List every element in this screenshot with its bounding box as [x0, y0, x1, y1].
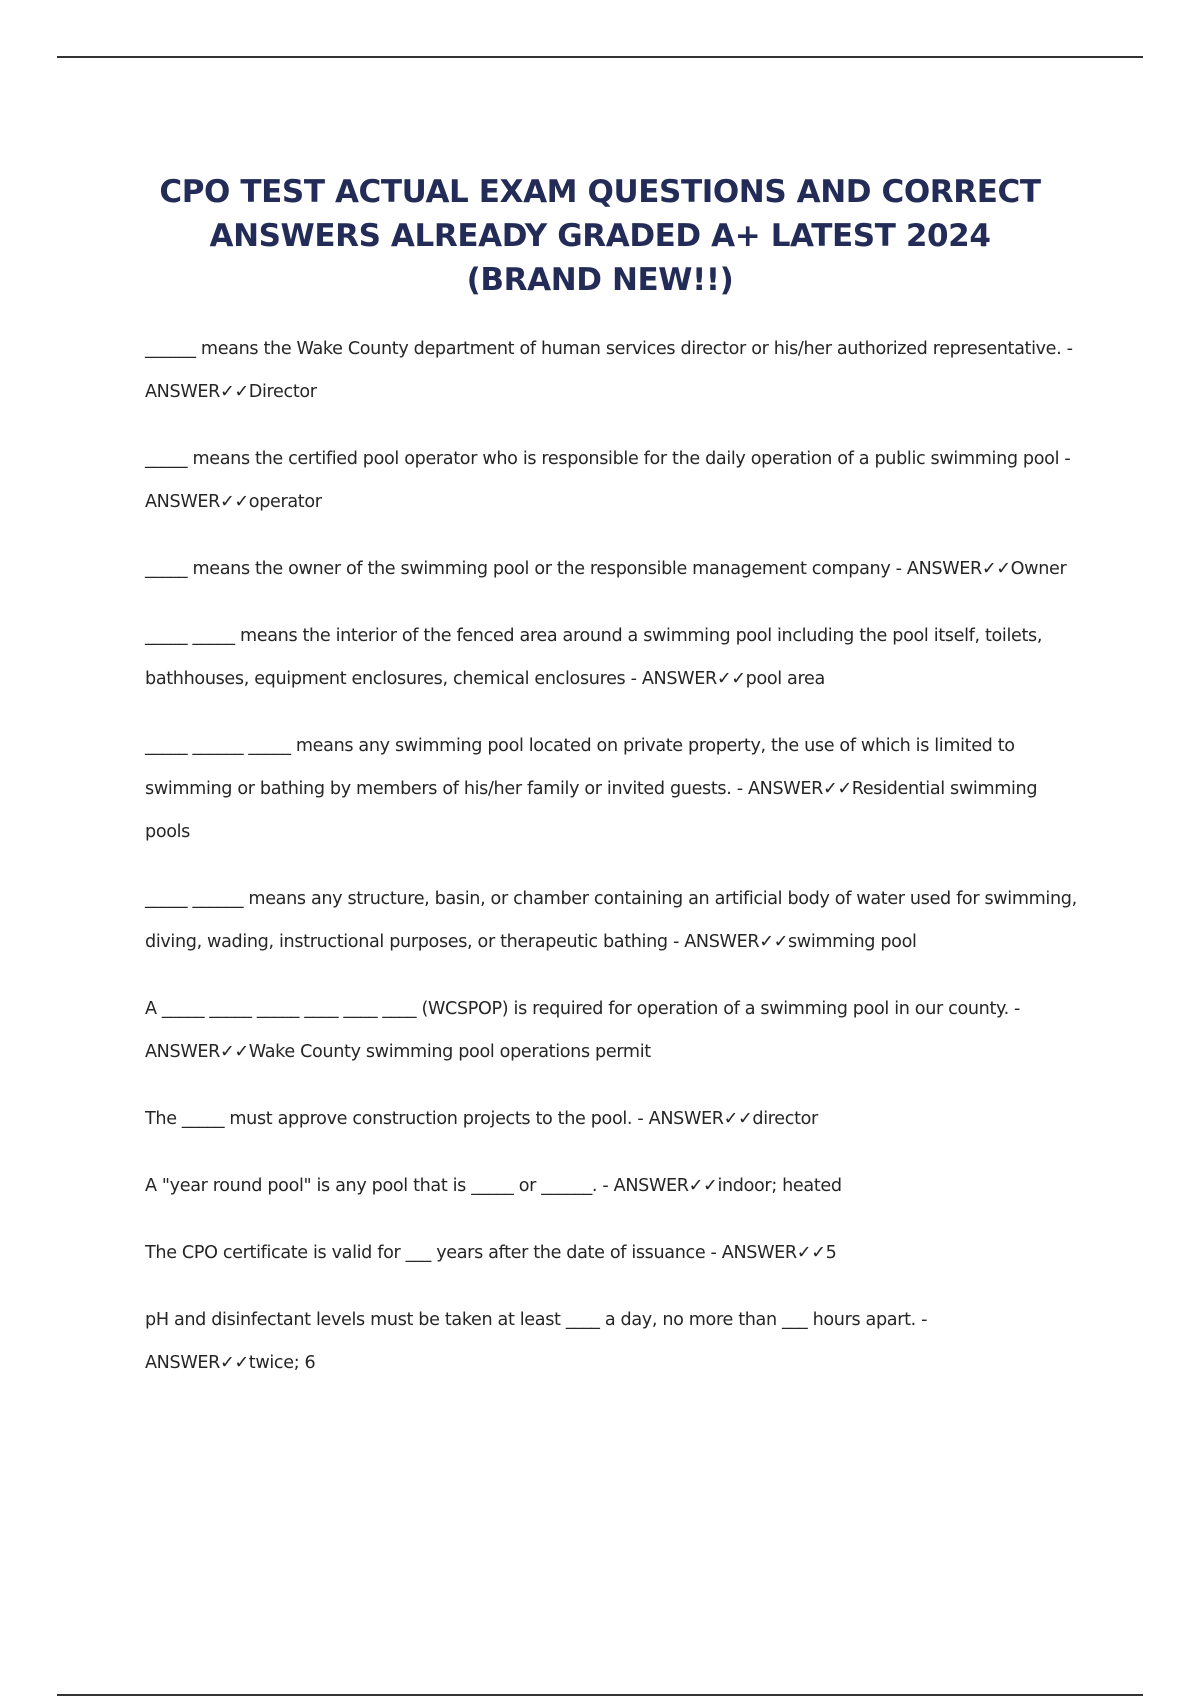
bottom-divider [57, 1694, 1143, 1696]
question-list [145, 328, 1085, 1409]
question-item: _____ _____ means the interior of the fenced area around a swimming pool including the pool itself, toilets, bathhouses, equipment enclosures, chemical enclosures - ANSWER✓✓pool area [145, 626, 1043, 689]
question-item: ______ means the Wake County department of human services director or his/her authorized representative. - ANSWER✓✓Director [145, 339, 1073, 402]
question-item: The CPO certificate is valid for ___ years after the date of issuance - ANSWER✓✓5 [145, 1243, 837, 1263]
question-item: pH and disinfectant levels must be taken at least ____ a day, no more than ___ hours apart. - ANSWER✓✓twice; 6 [145, 1310, 928, 1373]
question-item: _____ ______ means any structure, basin, or chamber containing an artificial body of water used for swimming, diving, wading, instructional purposes, or therapeutic bathing - ANSWER✓✓swimming pool [145, 889, 1077, 952]
question-item: _____ means the owner of the swimming pool or the responsible management company - ANSWER✓✓Owner [145, 559, 1067, 579]
question-item: A "year round pool" is any pool that is _____ or ______. - ANSWER✓✓indoor; heated [145, 1176, 842, 1196]
question-item: _____ ______ _____ means any swimming pool located on private property, the use of which is limited to swimming or bathing by members of his/her family or invited guests. - ANSWER✓✓Residential swimming pools [145, 736, 1038, 842]
document-title: CPO TEST ACTUAL EXAM QUESTIONS AND CORRECT ANSWERS ALREADY GRADED A+ LATEST 2024 (BRAND NEW!!) [159, 174, 1041, 298]
question-item: _____ means the certified pool operator who is responsible for the daily operation of a public swimming pool - ANSWER✓✓operator [145, 449, 1071, 512]
question-item: A _____ _____ _____ ____ ____ ____ (WCSPOP) is required for operation of a swimming pool in our county. - ANSWER✓✓Wake County swimming pool operations permit [145, 999, 1021, 1062]
question-item: The _____ must approve construction projects to the pool. - ANSWER✓✓director [145, 1109, 818, 1129]
top-divider [57, 56, 1143, 58]
